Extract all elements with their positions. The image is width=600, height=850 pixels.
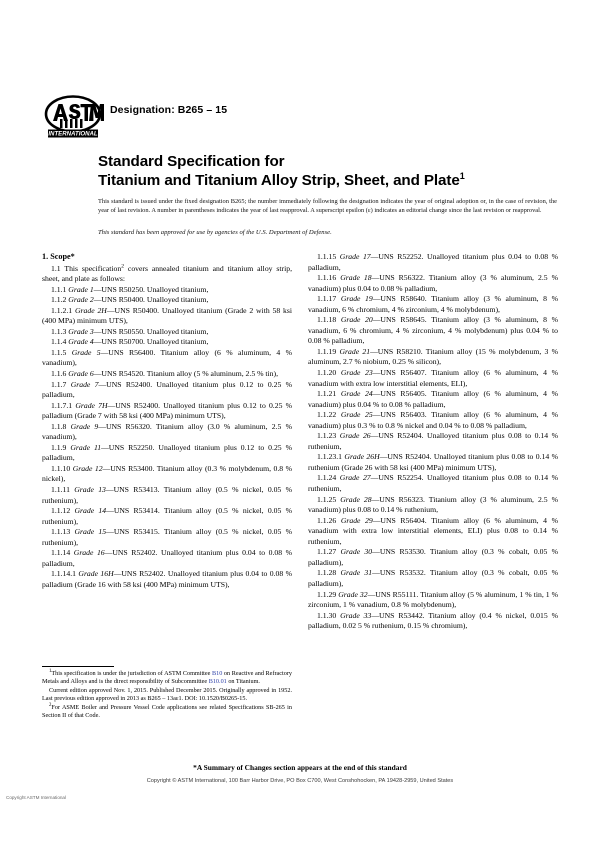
scope-item-text: —UNS R53414. Titanium alloy (0.5 % nickel, 0.05 % ruthenium), <box>42 506 292 526</box>
scope-item-number: 1.1.2.1 <box>51 305 73 315</box>
section-heading-scope: 1. Scope* <box>42 252 75 261</box>
scope-item-number: 1.1.7.1 <box>51 400 73 410</box>
scope-item-grade: Grade 2 <box>68 295 94 305</box>
scope-item <box>308 389 558 410</box>
scope-item <box>42 380 292 401</box>
scope-item-number: 1.1.1 <box>51 284 67 294</box>
scope-item <box>42 443 292 464</box>
footnote-2 <box>42 704 292 721</box>
scope-item-grade: Grade 26 <box>339 431 371 441</box>
scope-item <box>308 568 558 589</box>
scope-column-right <box>308 252 558 632</box>
scope-item-text: —UNS R56404. Titanium alloy (6 % aluminum, 4 % vanadium with extra low interstitial elements, ELI) plus 0.08 to 0.14 % ruthenium, <box>308 515 559 546</box>
scope-item-text: —UNS R56323. Titanium alloy (3 % aluminum, 2.5 % vanadium) plus 0.08 to 0.14 % ruthenium, <box>308 494 558 515</box>
scope-item-text: —UNS R50400. Unalloyed titanium, <box>93 295 209 305</box>
scope-item-grade: Grade 31 <box>340 568 373 578</box>
scope-item <box>42 464 292 485</box>
scope-item-grade: Grade 12 <box>72 463 103 473</box>
scope-item-number: 1.1.4 <box>51 337 67 347</box>
scope-item-text: —UNS R50400. Unalloyed titanium (Grade 2 with 58 ksi (400 MPa) minimum UTS), <box>42 305 292 326</box>
scope-item-grade: Grade 2H <box>74 305 107 315</box>
scope-item <box>308 495 558 516</box>
scope-item-number: 1.1.5 <box>51 347 67 357</box>
scope-item-number: 1.1.26 <box>317 515 337 525</box>
scope-item-number: 1.1.29 <box>317 589 337 599</box>
scope-item-text: —UNS R56322. Titanium alloy (3 % aluminum, 2.5 % vanadium) plus 0.04 to 0.08 % palladium, <box>308 273 558 293</box>
scope-item <box>42 306 292 327</box>
scope-column-left <box>42 252 292 591</box>
scope-item-number: 1.1.27 <box>317 547 337 557</box>
scope-item-grade: Grade 6 <box>68 369 94 379</box>
scope-item-text: —UNS R58210. Titanium alloy (15 % molybdenum, 3 % aluminum, 2.7 % niobium, 0.25 % silicon), <box>308 346 558 367</box>
scope-item-grade: Grade 4 <box>68 337 94 347</box>
scope-item-number: 1.1.23 <box>317 431 337 441</box>
scope-item <box>308 611 558 632</box>
title-line-2 <box>98 171 558 190</box>
copyright-watermark: Copyright ASTM International <box>6 795 67 800</box>
scope-item <box>308 368 558 389</box>
scope-item-text: —UNS R53442. Titanium alloy (0.4 % nickel, 0.015 % palladium, 0.02 5 % ruthenium, 0.15 % chromium), <box>308 610 558 631</box>
logo-banner-text: INTERNATIONAL <box>48 130 98 138</box>
scope-item-text: —UNS R52402. Unalloyed titanium plus 0.04 to 0.08 % palladium, <box>42 548 292 568</box>
scope-item-grade: Grade 3 <box>68 326 94 336</box>
scope-item-text: —UNS R56405. Titanium alloy (6 % aluminum, 4 % vanadium) plus 0.04 % to 0.08 % palladium, <box>308 389 559 409</box>
scope-item <box>42 327 292 338</box>
footnote-edition-info: Current edition approved Nov. 1, 2015. Published December 2015. Originally approved in 1952. Last previous edition approved in 2013 as B265 – 13aε1. DOI: 10.1520/B0265-15. <box>42 686 292 703</box>
scope-item-text: —UNS R52400. Unalloyed titanium plus 0.12 to 0.25 % palladium (Grade 7 with 58 ksi (400 MPa) minimum UTS), <box>42 400 292 421</box>
scope-item-grade: Grade 7H <box>75 400 108 410</box>
scope-item-number: 1.1.14.1 <box>51 569 76 579</box>
scope-item-text: —UNS R54520. Titanium alloy (5 % aluminum, 2.5 % tin), <box>93 369 279 379</box>
scope-item-list-right <box>308 252 558 632</box>
footnote-1-marker: 1 <box>49 668 52 674</box>
scope-item-text: —UNS R52400. Unalloyed titanium plus 0.12 to 0.25 % palladium, <box>42 379 292 400</box>
scope-item-grade: Grade 29 <box>340 515 373 525</box>
scope-item-text: —UNS R52252. Unalloyed titanium plus 0.04 to 0.08 % palladium, <box>308 252 558 272</box>
scope-item-text: —UNS R53532. Titanium alloy (0.3 % cobalt, 0.05 % palladium), <box>308 568 558 588</box>
scope-item-grade: Grade 20 <box>340 315 373 325</box>
scope-item-grade: Grade 9 <box>70 421 99 431</box>
scope-item-number: 1.1.18 <box>317 315 337 325</box>
scope-item-text: —UNS R52404. Unalloyed titanium plus 0.08 to 0.14 % ruthenium, <box>308 431 558 451</box>
scope-item-grade: Grade 21 <box>339 346 371 356</box>
scope-item-number: 1.1.21 <box>317 389 337 399</box>
scope-item-grade: Grade 28 <box>340 494 372 504</box>
scope-item-text: —UNS R50250. Unalloyed titanium, <box>93 284 209 294</box>
scope-item-text: —UNS R52404. Unalloyed titanium plus 0.08 to 0.14 % ruthenium (Grade 26 with 58 ksi (400 MPa) minimum UTS), <box>308 452 558 472</box>
scope-item <box>42 548 292 569</box>
scope-item-number: 1.1.16 <box>317 273 337 283</box>
scope-intro-footnote-marker: 2 <box>121 262 125 269</box>
scope-item-grade: Grade 7 <box>70 379 99 389</box>
scope-item-list-left <box>42 285 292 591</box>
scope-item-grade: Grade 15 <box>74 527 107 537</box>
scope-item <box>308 547 558 568</box>
scope-item-number: 1.1.25 <box>317 494 337 504</box>
scope-item-grade: Grade 19 <box>340 294 373 304</box>
dod-approval-note: This standard has been approved for use by agencies of the U.S. Department of Defense. <box>98 229 332 236</box>
scope-item-grade: Grade 26H <box>344 452 380 462</box>
scope-item <box>308 252 558 273</box>
scope-item <box>42 401 292 422</box>
footnote-block <box>42 670 292 720</box>
copyright-line: Copyright © ASTM International, 100 Barr Harbor Drive, PO Box C700, West Conshohocken, PA 19428-2959, United States <box>146 778 454 784</box>
scope-item-grade: Grade 16 <box>73 548 105 558</box>
scope-item <box>308 590 558 611</box>
scope-item-grade: Grade 24 <box>340 389 373 399</box>
scope-item-number: 1.1.24 <box>317 473 337 483</box>
scope-item <box>308 315 558 347</box>
scope-item-grade: Grade 18 <box>340 273 372 283</box>
document-header <box>42 94 558 139</box>
title-footnote-marker: 1 <box>459 170 465 181</box>
committee-link-b10[interactable]: B10 <box>211 670 223 677</box>
scope-item <box>42 348 292 369</box>
scope-item-text: —UNS R55111. Titanium alloy (5 % aluminum, 1 % tin, 1 % zirconium, 1 % vanadium, 0.8 % molybdenum), <box>308 589 559 610</box>
scope-item-text: —UNS R53415. Titanium alloy (0.5 % nickel, 0.05 % ruthenium), <box>42 527 292 547</box>
scope-item <box>42 527 292 548</box>
scope-item-text: —UNS R56320. Titanium alloy (3.0 % aluminum, 2.5 % vanadium), <box>42 421 292 442</box>
scope-item <box>42 506 292 527</box>
scope-item-text: —UNS R52402. Unalloyed titanium plus 0.04 to 0.08 % palladium (Grade 16 with 58 ksi (400 MPa) minimum UTS), <box>42 569 292 589</box>
scope-item-number: 1.1.6 <box>51 369 67 379</box>
scope-item-number: 1.1.14 <box>51 548 71 558</box>
scope-item-text: —UNS R50550. Unalloyed titanium, <box>93 326 209 336</box>
scope-item <box>42 285 292 296</box>
scope-item-grade: Grade 17 <box>339 252 371 261</box>
footnote-2-text: For ASME Boiler and Pressure Vessel Code applications see related Specifications SB-265 in Section II of that Code. <box>42 703 292 720</box>
scope-item-number: 1.1.15 <box>317 252 337 261</box>
scope-item <box>308 452 558 473</box>
scope-item <box>42 295 292 306</box>
astm-logo <box>42 95 104 139</box>
scope-item <box>42 569 292 590</box>
scope-item <box>308 294 558 315</box>
scope-item-text: —UNS R56407. Titanium alloy (6 % aluminum, 4 % vanadium with extra low interstitial elements, ELI), <box>308 368 559 388</box>
scope-item-number: 1.1.20 <box>317 368 337 378</box>
scope-item-grade: Grade 16H <box>78 569 114 579</box>
scope-item-grade: Grade 25 <box>340 410 373 420</box>
scope-item-text: —UNS R53413. Titanium alloy (0.5 % nickel, 0.05 % ruthenium), <box>42 485 292 505</box>
summary-of-changes-note: *A Summary of Changes section appears at the end of this standard <box>193 763 407 772</box>
scope-item-grade: Grade 11 <box>70 442 102 452</box>
designation-label: Designation: B265 – 15 <box>110 104 228 116</box>
footnote-2-marker: 2 <box>49 702 52 708</box>
title-line-1: Standard Specification for <box>98 153 285 170</box>
scope-item-grade: Grade 5 <box>71 347 101 357</box>
preamble-text: This standard is issued under the fixed designation B265; the number immediately following the designation indicates the year of original adoption or, in the case of revision, the year of last revision. A number in parentheses indicates the year of last reapproval. A superscript epsilon (ε) indicates an editorial change since the last revision or reapproval. <box>98 198 557 214</box>
title-block <box>98 152 558 190</box>
subcommittee-link-b1001[interactable]: B10.01 <box>208 678 227 686</box>
scope-item-number: 1.1.28 <box>317 568 337 578</box>
scope-item-text: —UNS R52254. Unalloyed titanium plus 0.08 to 0.14 % ruthenium, <box>308 473 558 494</box>
scope-item <box>308 410 558 431</box>
scope-intro-paragraph: 1.1 This specification$^2$ covers annealed titanium and titanium alloy strip, sheet, and plate as follows: <box>42 262 292 284</box>
scope-item-number: 1.1.17 <box>317 294 337 304</box>
scope-item <box>42 422 292 443</box>
footnote-1-part-b: on Reactive and Refractory Metals and Alloys and is the direct responsibility of Subcommittee <box>42 670 292 686</box>
scope-item-number: 1.1.7 <box>51 379 67 389</box>
title-line-2-text: Titanium and Titanium Alloy Strip, Sheet, and Plate <box>98 172 460 189</box>
scope-item-text: —UNS R52250. Unalloyed titanium plus 0.12 to 0.25 % palladium, <box>42 442 293 463</box>
scope-item-text: —UNS R53400. Titanium alloy (0.3 % molybdenum, 0.8 % nickel), <box>42 463 293 484</box>
scope-item <box>308 347 558 368</box>
scope-item-number: 1.1.3 <box>51 326 67 336</box>
scope-item-number: 1.1.19 <box>317 346 337 356</box>
scope-item-number: 1.1.12 <box>51 506 71 516</box>
scope-item-number: 1.1.30 <box>317 610 337 620</box>
scope-item-grade: Grade 13 <box>74 485 106 495</box>
scope-item-number: 1.1.23.1 <box>317 452 342 462</box>
scope-item-text: —UNS R56403. Titanium alloy (6 % aluminum, 4 % vanadium) plus 0.3 % to 0.8 % nickel and 0.04 % to 0.08 % palladium, <box>308 410 559 430</box>
scope-item-number: 1.1.9 <box>51 442 67 452</box>
scope-intro-number: 1.1 <box>51 263 61 273</box>
scope-item-number: 1.1.8 <box>51 421 67 431</box>
footnote-1-part-a: This specification is under the jurisdiction of ASTM Committee <box>51 670 212 677</box>
scope-item-text: —UNS R58640. Titanium alloy (3 % aluminum, 8 % vanadium, 6 % chromium, 4 % zirconium, 4 % molybdenum), <box>308 294 559 314</box>
scope-item-grade: Grade 30 <box>340 547 373 557</box>
scope-item <box>308 431 558 452</box>
scope-item-text: —UNS R53530. Titanium alloy (0.3 % cobalt, 0.05 % palladium), <box>308 547 558 567</box>
footnote-1-part-c: on Titanium. <box>226 678 260 686</box>
astm-logo-icon <box>42 95 104 139</box>
scope-item-number: 1.1.2 <box>51 295 67 305</box>
scope-item <box>308 516 558 548</box>
scope-item-number: 1.1.13 <box>51 527 71 537</box>
scope-item-grade: Grade 32 <box>338 589 368 599</box>
scope-item-text: —UNS R50700. Unalloyed titanium, <box>93 337 209 347</box>
scope-item <box>42 485 292 506</box>
scope-item-grade: Grade 23 <box>340 368 373 378</box>
scope-item <box>42 369 292 380</box>
scope-item-text: —UNS R56400. Titanium alloy (6 % aluminum, 4 % vanadium), <box>42 347 292 368</box>
footnote-1 <box>42 670 292 687</box>
scope-item-grade: Grade 27 <box>339 473 371 483</box>
scope-item-grade: Grade 1 <box>68 284 94 294</box>
scope-item-number: 1.1.10 <box>51 463 71 473</box>
footnote-separator <box>42 666 114 667</box>
scope-item <box>42 337 292 348</box>
scope-item-grade: Grade 33 <box>340 610 372 620</box>
scope-item-number: 1.1.11 <box>51 485 70 495</box>
scope-item-number: 1.1.22 <box>317 410 337 420</box>
scope-item <box>308 473 558 494</box>
scope-item-grade: Grade 14 <box>74 506 107 516</box>
scope-item <box>308 273 558 294</box>
scope-item-text: —UNS R58645. Titanium alloy (3 % aluminum, 8 % vanadium, 6 % chromium, 4 % zirconium, 4 % molybdenum) plus 0.04 % to 0.08 % palladium, <box>308 315 559 346</box>
